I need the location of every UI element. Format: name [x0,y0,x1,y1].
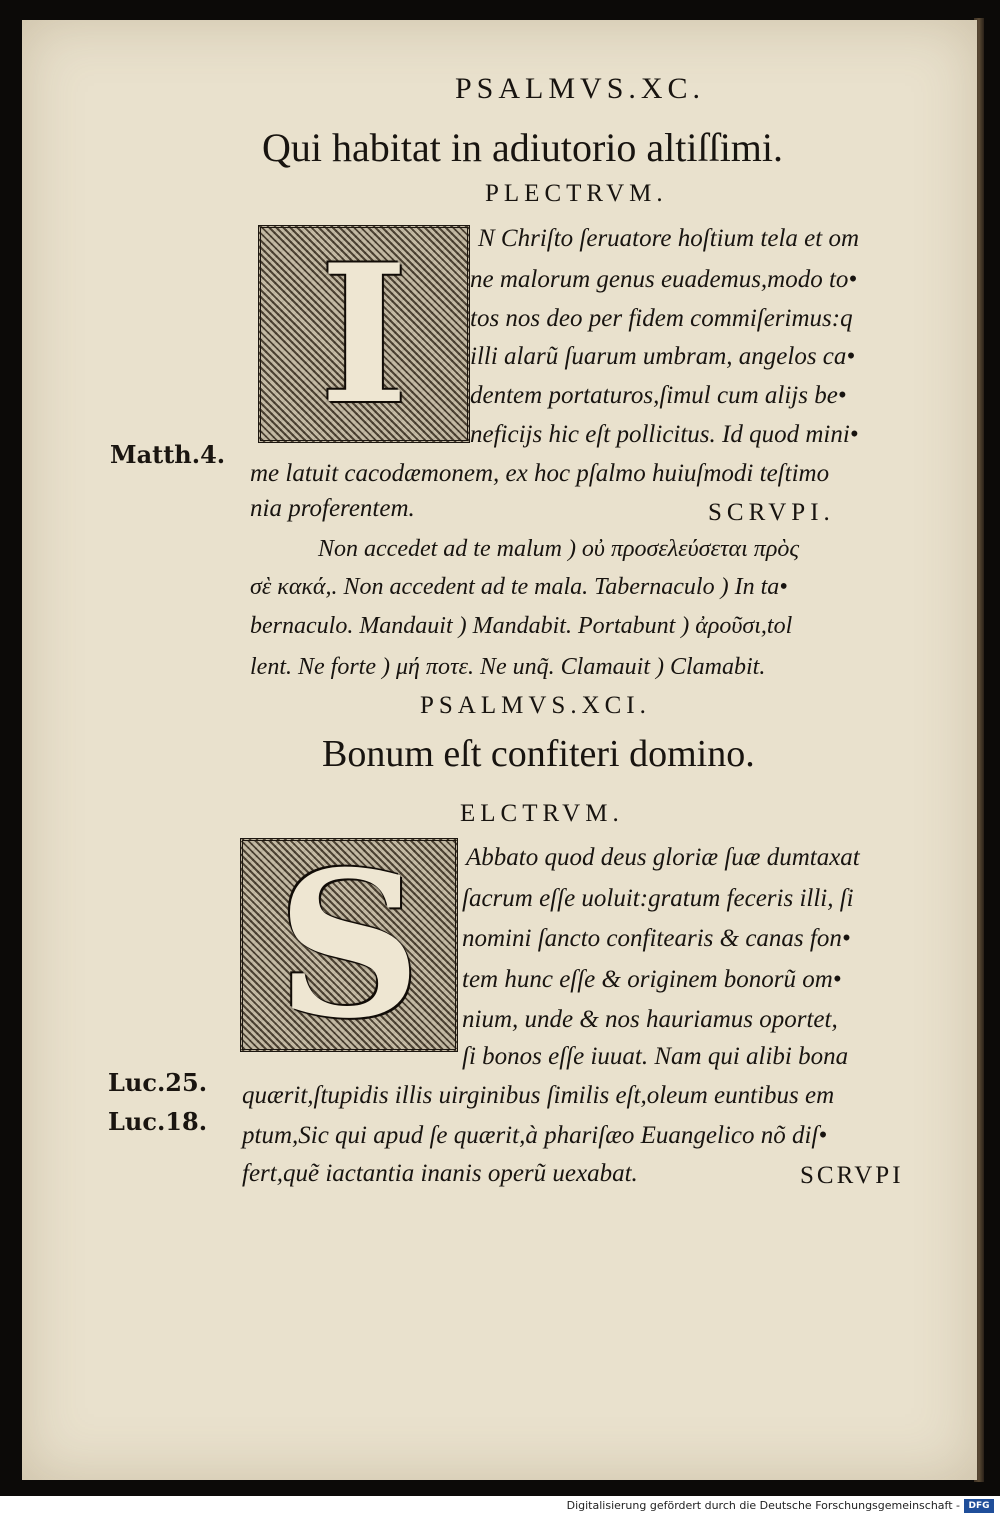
text-line: ne malorum genus euademus,modo to• [470,266,858,293]
psalm2-number: PSALMVS.XCI. [420,692,651,719]
note-line: Non accedet ad te malum ) οὐ προσελεύσεται πρὸς [318,536,800,562]
psalm1-title: Qui habitat in adiutorio altiſſimi. [262,125,784,170]
text-line: ſi bonos eſſe iuuat. Nam qui alibi bona [462,1043,849,1070]
psalm2-label: ELCTRVM. [460,800,624,827]
decorated-initial-s [240,838,458,1052]
note-line: bernaculo. Mandauit ) Mandabit. Portabunt ) ἀροῦσι,tol [250,613,793,639]
text-line: me latuit cacodæmonem, ex hoc pſalmo huiuſmodi teſtimo [250,460,830,487]
psalm1-label: PLECTRVM. [485,180,668,207]
decorated-initial-i [258,225,470,443]
text-line: quærit,ſtupidis illis uirginibus ſimilis eſt,oleum euntibus em [242,1082,835,1109]
text-line: tem hunc eſſe & originem bonorũ om• [462,966,842,993]
margin-note-luke-18: Luc.18. [108,1107,208,1136]
text-line: neficijs hic eſt pollicitus. Id quod mini• [470,421,859,448]
initial-letter: S [276,838,422,1052]
text-line: Abbato quod deus gloriæ ſuæ dumtaxat [466,844,860,871]
dfg-logo: DFG [964,1499,994,1513]
text-line: dentem portaturos,ſimul cum alijs be• [470,382,847,409]
text-line: ptum,Sic qui apud ſe quærit,à phariſæo Euangelico nõ diſ• [242,1122,828,1149]
digitization-footer [0,1496,1000,1518]
text-line: illi alarũ ſuarum umbram, angelos ca• [470,343,856,370]
text-line: nium, unde & nos hauriamus oportet, [462,1006,838,1033]
text-line: tos nos deo per fidem commiſerimus:q [470,305,853,332]
running-title: PSALMVS.XC. [455,72,706,105]
note-line: lent. Ne forte ) μή ποτε. Ne unq̃. Clamauit ) Clamabit. [250,654,766,680]
psalm2-title: Bonum eſt confiteri domino. [322,733,755,775]
funding-credit: Digitalisierung gefördert durch die Deutsche Forschungsgemeinschaft - [566,1499,960,1512]
text-line: N Chriſto ſeruatore hoſtium tela et om [478,225,860,252]
text-line: nomini ſancto confitearis & canas fon• [462,925,851,952]
margin-note-matthew: Matth.4. [110,440,226,469]
scrupi-heading: SCRVPI. [708,499,835,526]
margin-note-luke-25: Luc.25. [108,1068,208,1097]
initial-letter: I [319,225,409,443]
note-line: σὲ κακά,. Non accedent ad te mala. Tabernaculo ) In ta• [250,574,788,600]
text-line: nia proferentem. [250,495,415,522]
catchword: SCRVPI [800,1162,904,1189]
text-line: ſacrum eſſe uoluit:gratum feceris illi, ſi [462,885,854,912]
text-line: fert,quẽ iactantia inanis operũ uexabat. [242,1160,638,1187]
